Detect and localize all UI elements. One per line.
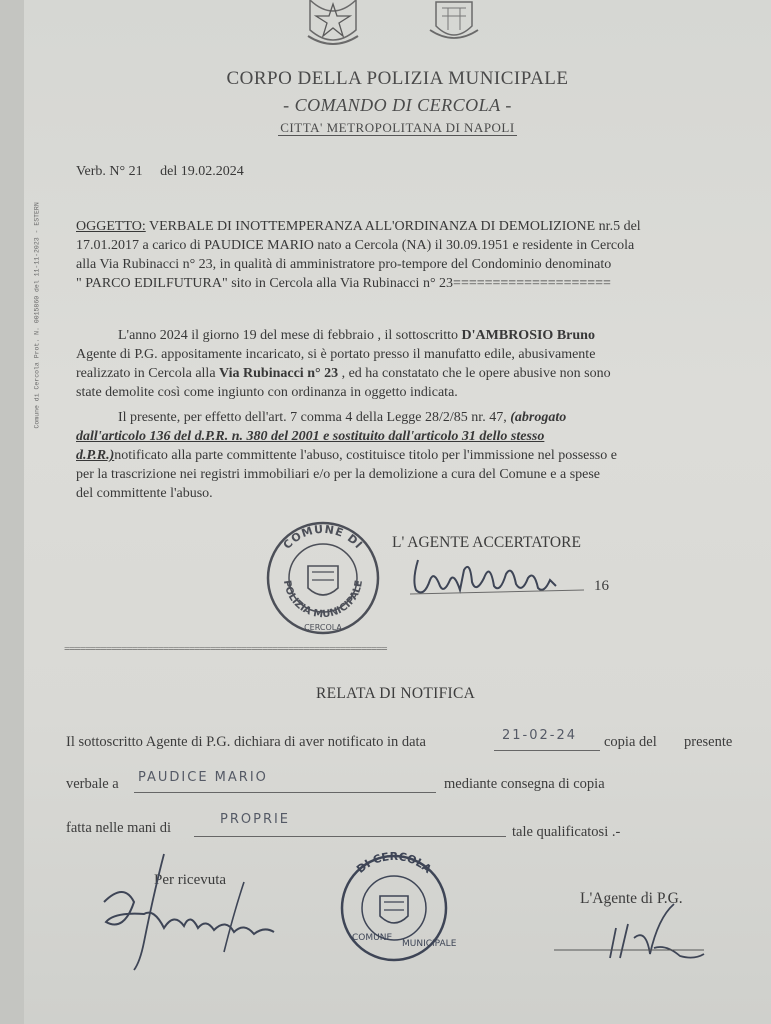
relata-line-1b: copia del (604, 734, 657, 750)
oggetto-text-1: VERBALE DI INOTTEMPERANZA ALL'ORDINANZA DI DEMOLIZIONE nr.5 del (148, 219, 641, 234)
relata-name-handwritten: PAUDICE MARIO (138, 770, 268, 785)
stamp2-right-text: MUNICIPALE (402, 939, 457, 949)
protocol-side-note: Comune di Cercola Prot. N. 0015860 del 11-11-2023 - ESTERN (33, 202, 41, 429)
municipal-stamp-1 (264, 518, 382, 638)
paragraph-1 (76, 326, 764, 402)
stamp1-right-text: CERCOLA (304, 623, 342, 632)
p2-line-3 (76, 446, 764, 465)
p2-line-5: del committente l'abuso. (76, 486, 213, 501)
oggetto-line-2: 17.01.2017 a carico di PAUDICE MARIO nato a Cercola (NA) il 30.09.1951 e residente in Cercola (76, 238, 635, 253)
stamp1-top-path: COMUNE DI (280, 522, 366, 552)
relata-date-handwritten: 21-02-24 (502, 728, 578, 743)
p2-line-4: per la trascrizione nei registri immobiliari e/o per la demolizione a cura del Comune e a spese (76, 467, 601, 482)
p1-line-2: Agente di P.G. appositamente incaricato, si è portato presso il manufatto edile, abusivamente (76, 347, 596, 362)
p2-text-1a: Il presente, per effetto dell'art. 7 comma 4 della Legge 28/2/85 nr. 47, (118, 410, 511, 425)
republic-emblem-icon (302, 0, 364, 48)
relata-line-2a: verbale a (66, 776, 119, 792)
header-line-2: - COMANDO DI CERCOLA - (283, 95, 512, 115)
p1-text-1: L'anno 2024 il giorno 19 del mese di febbraio , il sottoscritto (118, 328, 462, 343)
relata-date-line (494, 750, 600, 751)
stamp1-bottom-path: POLIZIA MUNICIPALE (280, 579, 366, 621)
oggetto-line-3: alla Via Rubinacci n° 23, in qualità di amministratore pro-tempore del Condominio denominato (76, 257, 612, 272)
officer-signature (404, 550, 594, 604)
p1-officer-name: D'AMBROSIO Bruno (461, 328, 595, 343)
p1-line-4: state demolite così come ingiunto con ordinanza in oggetto indicata. (76, 385, 458, 400)
municipal-stamp-2 (330, 850, 458, 962)
p2-line-1 (76, 408, 764, 427)
header-line-3: CITTA' METROPOLITANA DI NAPOLI (280, 120, 515, 135)
stamp2-top-path: DI CERCOLA (354, 850, 434, 876)
separator-line: ============================================================== (64, 643, 387, 655)
document-page (24, 0, 771, 1024)
verbale-number-text: Verb. N° 21 (76, 164, 143, 179)
relata-name-line (134, 792, 436, 793)
verbale-number (76, 162, 244, 181)
stamp1-top-text (281, 523, 366, 552)
recipient-signature (94, 852, 294, 972)
per-ricevuta-label: Per ricevuta (154, 872, 227, 888)
p1-text-3c: , ed ha constatato che le opere abusive non sono (338, 366, 611, 381)
stamp2-left-text: COMUNE (352, 933, 393, 943)
oggetto-line-4: " PARCO EDILFUTURA" sito in Cercola alla Via Rubinacci n° 23==================== (76, 276, 611, 291)
stamp1-bottom-text (281, 579, 365, 620)
relata-line-2b: mediante consegna di copia (444, 776, 605, 792)
paragraph-2 (76, 408, 764, 503)
relata-hands-handwritten: PROPRIE (220, 812, 291, 827)
signature-number: 16 (594, 578, 609, 594)
p2-line-2: dall'articolo 136 del d.P.R. n. 380 del 2001 e sostituito dall'articolo 31 dello stesso (76, 429, 545, 444)
verbale-date: del 19.02.2024 (160, 164, 244, 179)
relata-line-1a: Il sottoscritto Agente di P.G. dichiara di aver notificato in data (66, 734, 426, 750)
header-line-3-wrap (24, 120, 771, 136)
city-coat-of-arms-icon (426, 0, 482, 44)
p1-text-3a: realizzato in Cercola alla (76, 366, 220, 381)
p2-text-3a: d.P.R.) (76, 448, 115, 463)
p1-line-3 (76, 364, 764, 383)
p1-line-1 (76, 326, 764, 345)
oggetto-block (76, 217, 764, 293)
relata-title: RELATA DI NOTIFICA (316, 685, 476, 702)
relata-line-3a: fatta nelle mani di (66, 820, 172, 836)
p2-text-3b: notificato alla parte committente l'abuso, costituisce titolo per l'immissione nel possesso e (114, 448, 617, 463)
relata-line-3b: tale qualificatosi .- (512, 824, 621, 840)
agente-pg-label: L'Agente di P.G. (580, 890, 683, 907)
agent-signature (554, 898, 754, 968)
oggetto-line-1 (76, 217, 764, 236)
oggetto-label: OGGETTO: (76, 219, 146, 234)
header-line-1: CORPO DELLA POLIZIA MUNICIPALE (226, 68, 569, 89)
p2-text-1b: (abrogato (510, 410, 567, 425)
agente-accertatore-label: L' AGENTE ACCERTATORE (392, 534, 581, 551)
relata-hands-line (194, 836, 506, 837)
stamp2-top-text (354, 850, 434, 876)
relata-line-1c: presente (684, 734, 733, 750)
p1-address: Via Rubinacci n° 23 (219, 366, 339, 381)
page-edge (0, 0, 25, 1024)
